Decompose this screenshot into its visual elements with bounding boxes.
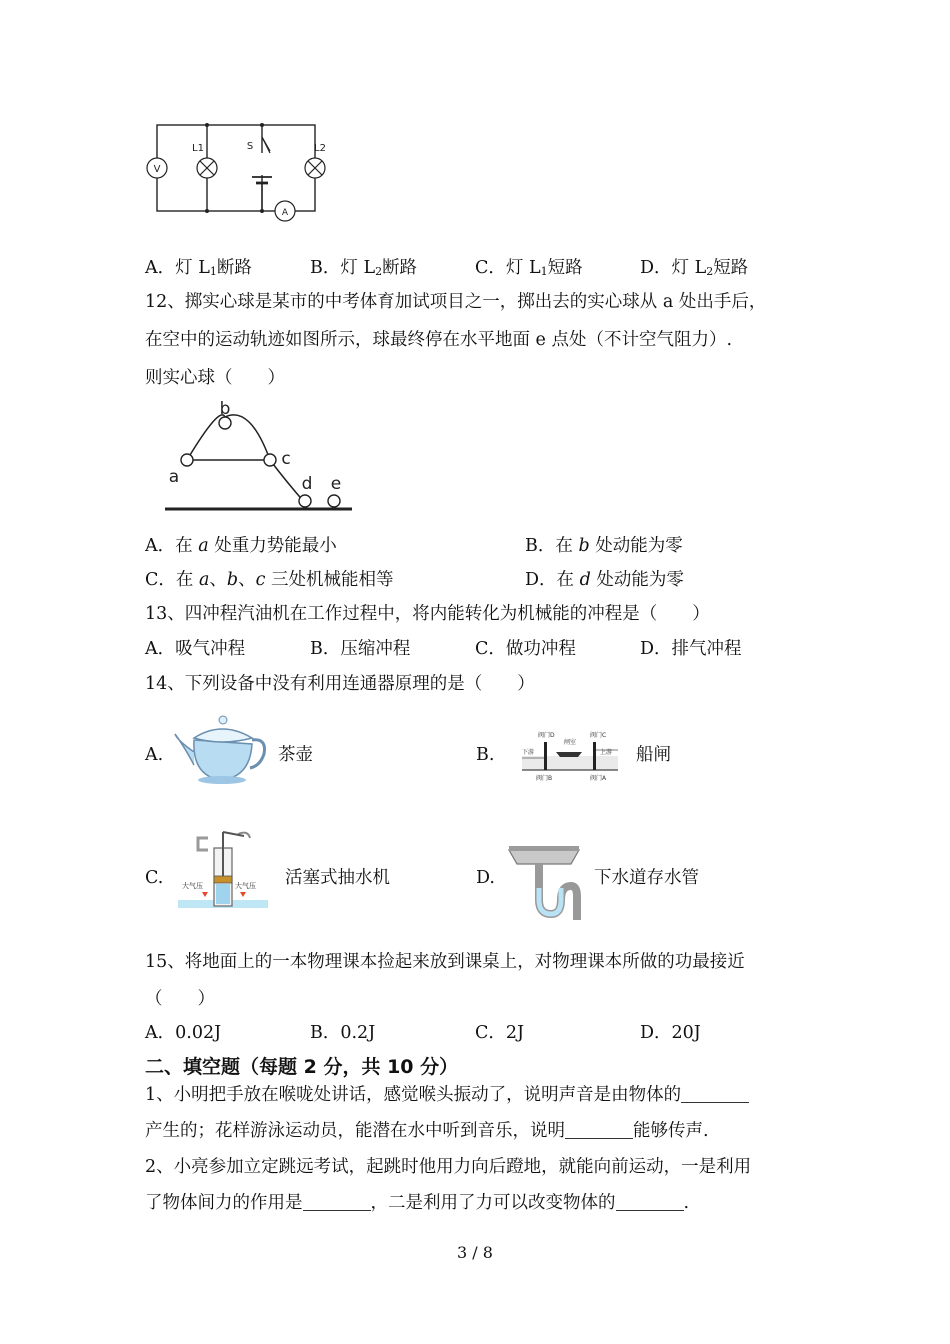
fig-label: 阀门C [590, 732, 607, 739]
q14-option-c-label: 活塞式抽水机 [285, 868, 390, 888]
q15-option-b: B．0.2J [310, 1023, 376, 1043]
q15-option-c: C．2J [475, 1023, 525, 1043]
fig-label: 阀门D [538, 732, 555, 739]
section-heading: 二、填空题（每题 2 分，共 10 分） [145, 1056, 459, 1078]
q13-option-c: C．做功冲程 [475, 639, 576, 659]
fig-label: L1 [192, 143, 204, 154]
q14-option-d-letter: D. [476, 868, 495, 888]
q12-option-c: C．在 a、b、c 三处机械能相等 [145, 570, 394, 590]
q13-option-b: B．压缩冲程 [310, 639, 411, 659]
q15-stem-line1: 15、将地面上的一本物理课本捡起来放到课桌上，对物理课本所做的功最接近 [145, 952, 745, 972]
q12-option-d: D．在 d 处动能为零 [525, 570, 684, 590]
fig-label: A [281, 208, 289, 218]
q14-option-a-label: 茶壶 [278, 745, 313, 765]
drain-trap-diagram [505, 840, 583, 922]
q14-option-c-letter: C. [145, 868, 164, 888]
q14-stem: 14、下列设备中没有利用连通器原理的是（ ） [145, 674, 535, 694]
fig-label: L2 [314, 143, 326, 154]
answer-blank[interactable] [565, 1120, 633, 1139]
q14-option-d-label: 下水道存水管 [594, 868, 699, 888]
fig-label: 阀门B [536, 775, 553, 782]
q11-option-c: C．灯 $L_1$短路 [475, 258, 583, 278]
teapot-icon [172, 710, 267, 785]
q15-stem-line2: （ ） [145, 989, 215, 1009]
q13-stem: 13、四冲程汽油机在工作过程中，将内能转化为机械能的冲程是（ ） [145, 604, 710, 624]
q14-option-b-letter: B. [476, 745, 495, 765]
q14-option-b-label: 船闸 [636, 745, 671, 765]
fig-label: e [330, 474, 342, 494]
answer-blank[interactable] [616, 1192, 684, 1211]
q12-stem-line2: 在空中的运动轨迹如图所示，球最终停在水平地面 e 点处（不计空气阻力）. [145, 330, 733, 350]
fill-q1-line2: 产生的；花样游泳运动员，能潜在水中听到音乐，说明 能够传声. [145, 1121, 709, 1141]
page-number: 3 / 8 [457, 1243, 493, 1262]
answer-blank[interactable] [681, 1084, 749, 1103]
piston-pump-diagram [178, 828, 268, 913]
fig-label: 阀门A [590, 775, 607, 782]
q12-option-a: A．在 a 处重力势能最小 [145, 536, 337, 556]
fill-q2-line1: 2、小亮参加立定跳远考试，起跳时他用力向后蹬地，就能向前运动，一是利用 [145, 1157, 752, 1177]
fig-label: b [219, 399, 231, 419]
fig-label: 上游 [600, 749, 613, 756]
q12-option-b: B．在 b 处动能为零 [525, 536, 683, 556]
fig-label: S [246, 141, 254, 152]
q11-option-a: A．灯 $L_1$断路 [145, 258, 252, 278]
q11-option-b: B．灯 $L_2$断路 [310, 258, 418, 278]
fig-label: d [301, 474, 313, 494]
fig-label: V [153, 164, 161, 175]
fig-label: 闸室 [564, 739, 577, 746]
answer-blank[interactable] [303, 1192, 371, 1211]
fig-label: a [168, 467, 180, 487]
q12-stem-line1: 12、掷实心球是某市的中考体育加试项目之一，掷出去的实心球从 a 处出手后， [145, 292, 767, 312]
q13-option-d: D．排气冲程 [640, 639, 742, 659]
q13-option-a: A．吸气冲程 [145, 639, 246, 659]
fig-label: c [281, 449, 291, 469]
q15-option-d: D．20J [640, 1023, 701, 1043]
fill-q2-line2: 了物体间力的作用是 ，二是利用了力可以改变物体的 . [145, 1193, 690, 1213]
fig-label: 大气压 [235, 882, 256, 890]
fig-label: 下游 [522, 749, 535, 756]
q14-option-a-letter: A. [145, 745, 164, 765]
q11-option-d: D．灯 $L_2$短路 [640, 258, 749, 278]
trajectory-diagram [160, 395, 360, 520]
fig-label: 大气压 [182, 882, 203, 890]
fill-q1-line1: 1、小明把手放在喉咙处讲话，感觉喉头振动了，说明声音是由物体的 [145, 1083, 749, 1107]
q15-option-a: A．0.02J [145, 1023, 222, 1043]
circuit-diagram [140, 115, 340, 225]
ship-lock-diagram [520, 728, 620, 784]
q12-stem-line3: 则实心球（ ） [145, 368, 285, 388]
